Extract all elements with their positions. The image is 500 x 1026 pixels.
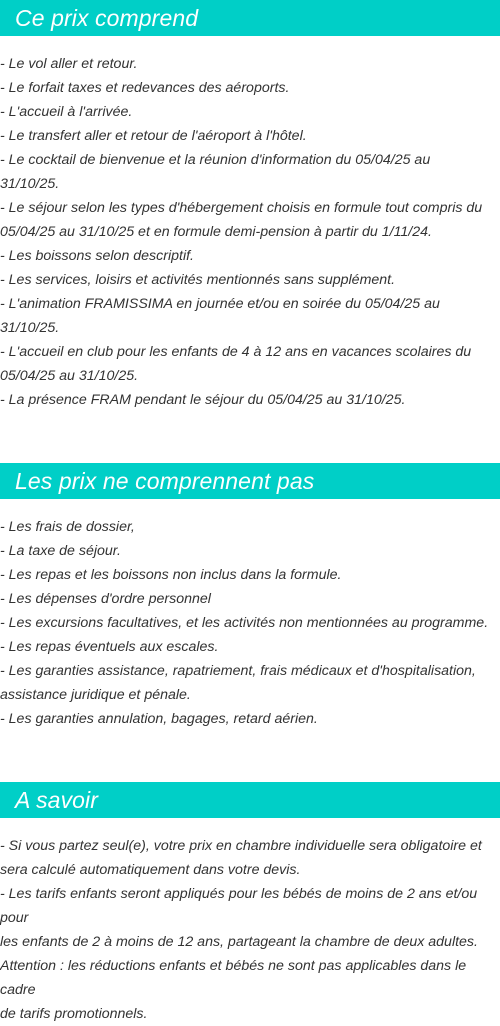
list-item: - L'accueil en club pour les enfants de 4 à 12 ans en vacances scolaires du bbox=[0, 344, 472, 360]
section-header-not-included bbox=[0, 463, 500, 499]
list-item: assistance juridique et pénale. bbox=[0, 687, 191, 703]
list-item: - Les excursions facultatives, et les activités non mentionnées au programme. bbox=[0, 615, 489, 631]
list-item: - Les tarifs enfants seront appliqués pour les bébés de moins de 2 ans et/ou pour bbox=[0, 886, 478, 926]
list-item: - Si vous partez seul(e), votre prix en chambre individuelle sera obligatoire et bbox=[0, 838, 482, 854]
list-item: Attention : les réductions enfants et bébés ne sont pas applicables dans le cadre bbox=[0, 958, 467, 998]
list-item: - Les garanties assistance, rapatriement, frais médicaux et d'hospitalisation, bbox=[0, 663, 476, 679]
list-item: - Les services, loisirs et activités mentionnés sans supplément. bbox=[0, 272, 396, 288]
not-included-list bbox=[0, 515, 500, 731]
list-item: - La présence FRAM pendant le séjour du 05/04/25 au 31/10/25. bbox=[0, 392, 406, 408]
list-item: - Les garanties annulation, bagages, retard aérien. bbox=[0, 711, 318, 727]
section-title-included: Ce prix comprend bbox=[15, 4, 199, 31]
list-item: - Le vol aller et retour. bbox=[0, 56, 138, 72]
section-not-included bbox=[0, 463, 500, 731]
list-item: - L'animation FRAMISSIMA en journée et/ou en soirée du 05/04/25 au bbox=[0, 296, 440, 312]
list-item: 31/10/25. bbox=[0, 320, 60, 336]
list-item: - L'accueil à l'arrivée. bbox=[0, 104, 133, 120]
list-item: - Le séjour selon les types d'hébergement choisis en formule tout compris du bbox=[0, 200, 483, 216]
section-good-to-know bbox=[0, 782, 500, 1026]
list-item: - Les repas et les boissons non inclus dans la formule. bbox=[0, 567, 342, 583]
list-item: - La taxe de séjour. bbox=[0, 543, 121, 559]
list-item: sera calculé automatiquement dans votre devis. bbox=[0, 862, 301, 878]
section-header-good-to-know bbox=[0, 782, 500, 818]
list-item: - Les boissons selon descriptif. bbox=[0, 248, 194, 264]
section-included bbox=[0, 0, 500, 412]
included-list bbox=[0, 52, 500, 412]
section-header-included bbox=[0, 0, 500, 36]
list-item: 05/04/25 au 31/10/25 et en formule demi-pension à partir du 1/11/24. bbox=[0, 224, 432, 240]
good-to-know-list bbox=[0, 834, 500, 1026]
list-item: - Le cocktail de bienvenue et la réunion d'information du 05/04/25 au bbox=[0, 152, 431, 168]
section-title-good-to-know: A savoir bbox=[15, 786, 99, 813]
list-item: 31/10/25. bbox=[0, 176, 60, 192]
list-item: - Les dépenses d'ordre personnel bbox=[0, 591, 211, 607]
section-title-not-included: Les prix ne comprennent pas bbox=[15, 467, 315, 494]
list-item: 05/04/25 au 31/10/25. bbox=[0, 368, 139, 384]
list-item: - Les repas éventuels aux escales. bbox=[0, 639, 219, 655]
list-item: de tarifs promotionnels. bbox=[0, 1006, 148, 1022]
list-item: les enfants de 2 à moins de 12 ans, partageant la chambre de deux adultes. bbox=[0, 934, 478, 950]
list-item: - Les frais de dossier, bbox=[0, 519, 135, 535]
list-item: - Le forfait taxes et redevances des aéroports. bbox=[0, 80, 290, 96]
list-item: - Le transfert aller et retour de l'aéroport à l'hôtel. bbox=[0, 128, 307, 144]
